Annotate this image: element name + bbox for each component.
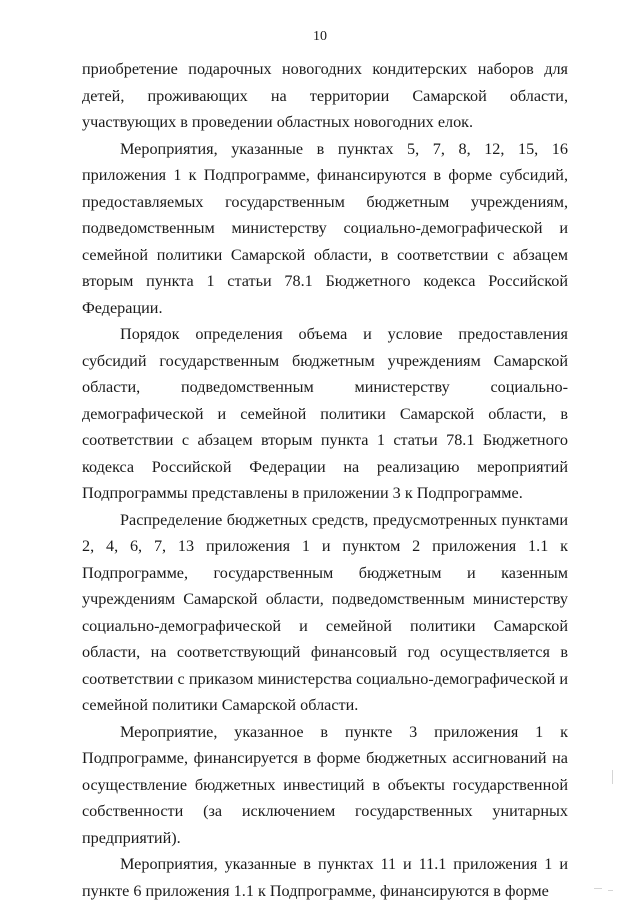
scan-mark — [612, 770, 613, 784]
paragraph-5: Мероприятие, указанное в пункте 3 приложения 1 к Подпрограмме, финансируется в форме бюджетных ассигнований на осуществление бюджетных инвестиций в объекты государственной собственности (за исключением государственных унитарных предприятий). — [82, 722, 568, 847]
document-body — [82, 56, 568, 904]
scan-mark — [608, 890, 613, 891]
paragraph-1: приобретение подарочных новогодних кондитерских наборов для детей, проживающих на территории Самарской области, участвующих в проведении областных новогодних елок. — [82, 60, 568, 131]
paragraph-2: Мероприятия, указанные в пунктах 5, 7, 8, 12, 15, 16 приложения 1 к Подпрограмме, финансируются в форме субсидий, предоставляемых государственным бюджетным учреждениям, подведомственным министерству социально-демографической и семейной политики Самарской области, в соответствии с абзацем вторым пункта 1 статьи 78.1 Бюджетного кодекса Российской Федерации. — [82, 139, 568, 317]
paragraph-3: Порядок определения объема и условие предоставления субсидий государственным бюджетным учреждениям Самарской области, подведомственным министерству социально-демографической и семейной политики Самарской области, в соответствии с абзацем вторым пункта 1 статьи 78.1 Бюджетного кодекса Российской Федерации на реализацию мероприятий Подпрограммы представлены в приложении 3 к Подпрограмме. — [82, 325, 568, 502]
page-number: 10 — [313, 29, 327, 44]
scan-mark — [594, 888, 602, 889]
paragraph-6: Мероприятия, указанные в пунктах 11 и 11.1 приложения 1 и пункте 6 приложения 1.1 к Подпрограмме, финансируются в форме — [82, 855, 568, 900]
paragraph-4: Распределение бюджетных средств, предусмотренных пунктами 2, 4, 6, 7, 13 приложения 1 и пунктом 2 приложения 1.1 к Подпрограмме, государственным бюджетным и казенным учреждениям Самарской области, подведомственным министерству социально-демографической и семейной политики Самарской области, на соответствующий финансовый год осуществляется в соответствии с приказом министерства социально-демографической и семейной политики Самарской области. — [82, 510, 568, 714]
